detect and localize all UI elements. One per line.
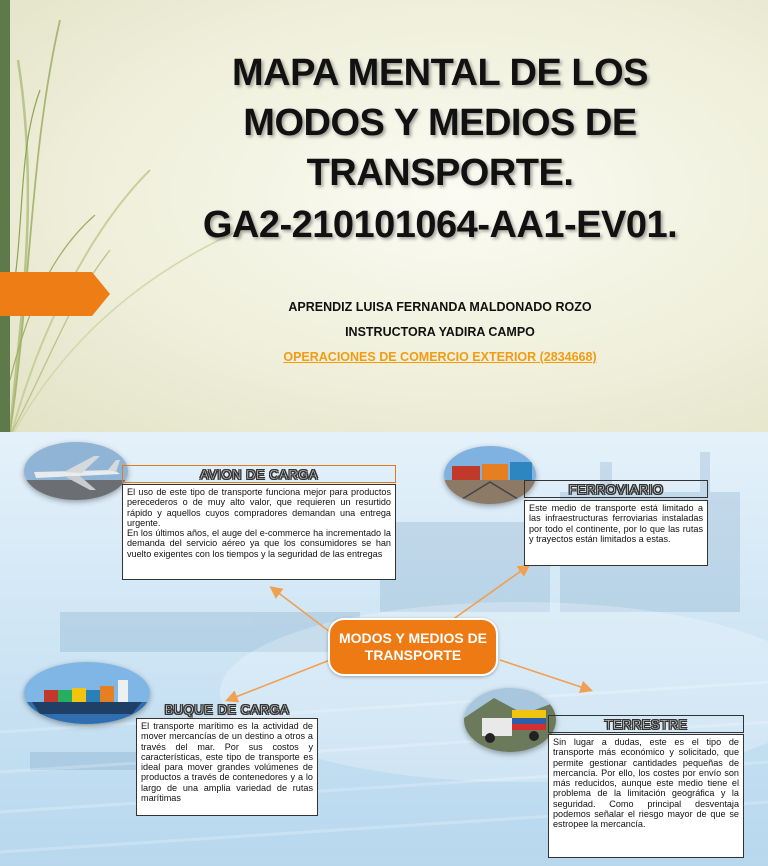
ferroviario-paragraph-1: Este medio de transporte está limitado a las infraestructuras ferroviarias instaladas por todo el continente, por lo que las rutas y trayectos están limitados a estas. — [529, 503, 703, 544]
truck-icon — [464, 688, 556, 752]
program-link[interactable]: OPERACIONES DE COMERCIO EXTERIOR (2834668) — [283, 350, 597, 364]
title-slide — [0, 0, 768, 432]
avion-description — [122, 484, 396, 580]
left-accent-bar — [0, 0, 10, 432]
terrestre-description — [548, 734, 744, 858]
buque-paragraph-1: El transporte marítimo es la actividad de mover mercancías de un destino a otros a través del mar. Por sus costos y características, este tipo de transporte es ideal para mover grandes volúmenes de productos a través de contenedores y a lo largo de una amplia variedad de rutas marítimas — [141, 721, 313, 804]
ferroviario-description — [524, 500, 708, 566]
ship-photo — [24, 662, 150, 724]
title-line-4: GA2-210101064-AA1-EV01. — [202, 204, 678, 246]
orange-arrow-tab — [0, 272, 110, 316]
avion-paragraph-1: El uso de este tipo de transporte funciona mejor para productos perecederos o de muy alto valor, que requieren un resurtido rápido y aquellos cuyos compradores demandan una entrega urgente. — [127, 487, 391, 528]
terrestre-title: TERRESTRE — [548, 715, 744, 733]
buque-description — [136, 718, 318, 816]
buque-title: BUQUE DE CARGA — [136, 701, 318, 719]
title-line-2: MODOS Y MEDIOS DE — [243, 102, 637, 144]
aprendiz-name: APRENDIZ LUISA FERNANDA MALDONADO ROZO — [288, 300, 592, 314]
title-line-3: TRANSPORTE. — [306, 152, 574, 194]
terrestre-paragraph-1: Sin lugar a dudas, este es el tipo de transporte más económico y solicitado, que permite gestionar cantidades pequeñas de mercancía. Por ello, los costes por envío son más reducidos, aunque este medio tiene el problema de la limitación geográfica y la seguridad. Como principal desventaja podemos señalar el riesgo mayor de que se estropee la mercancía. — [553, 737, 739, 830]
airplane-photo — [24, 442, 128, 500]
truck-photo — [464, 688, 556, 752]
avion-title: AVION DE CARGA — [122, 465, 396, 483]
central-topic: MODOS Y MEDIOS DE TRANSPORTE — [328, 618, 498, 676]
ferroviario-title: FERROVIARIO — [524, 480, 708, 498]
ship-icon — [24, 662, 150, 724]
train-photo — [444, 446, 536, 504]
instructora-name: INSTRUCTORA YADIRA CAMPO — [345, 325, 535, 339]
title-line-1: MAPA MENTAL DE LOS — [231, 52, 649, 94]
train-icon — [444, 446, 536, 504]
avion-paragraph-2: En los últimos años, el auge del e-commerce ha incrementado la demanda del servicio aéreo ya que los consumidores se han vuelto exigentes con los tiempos y la seguridad de las entregas — [127, 528, 391, 559]
airplane-icon — [24, 442, 128, 500]
